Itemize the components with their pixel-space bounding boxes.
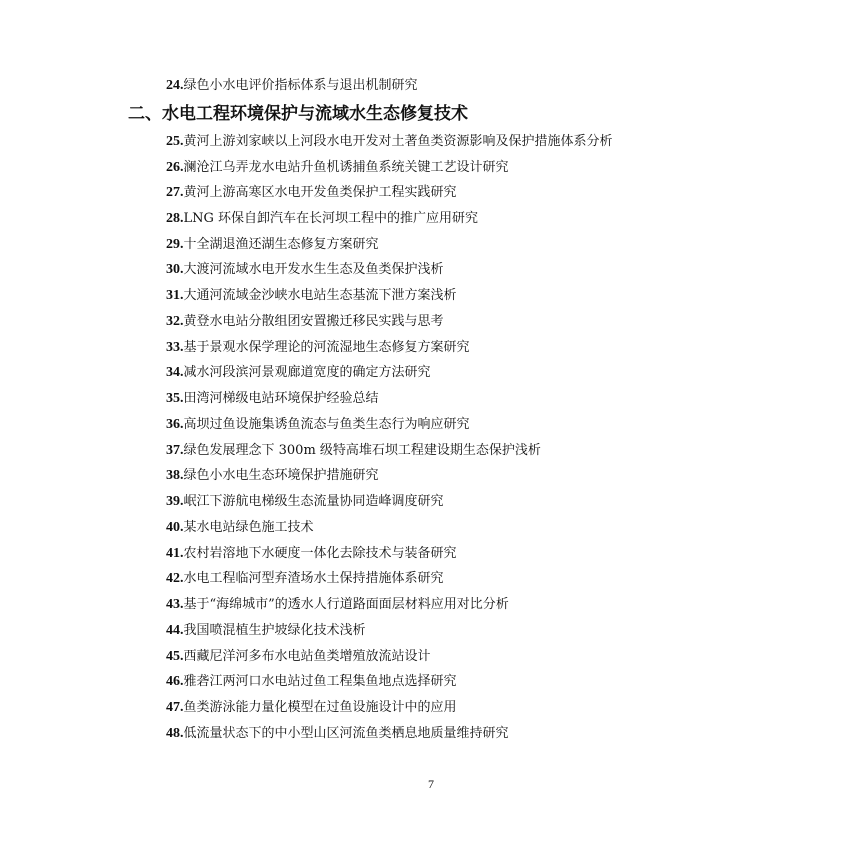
list-item [166,623,366,639]
item-number: 24. [166,78,184,93]
item-title: 雅砻江两河口水电站过鱼工程集鱼地点选择研究 [183,674,457,689]
list-item [166,211,478,227]
list-item [166,649,431,665]
list-item [166,700,457,716]
list-item [166,417,470,433]
item-title: 基于“海绵城市”的透水人行道路面面层材料应用对比分析 [183,597,509,612]
item-number: 26. [166,160,184,175]
item-number: 43. [166,597,184,612]
list-item [166,340,470,356]
list-item [166,365,431,381]
item-title: 我国喷混植生护坡绿化技术浅析 [183,623,366,638]
item-title: 岷江下游航电梯级生态流量协同造峰调度研究 [183,494,444,509]
item-number: 27. [166,185,184,200]
item-number: 44. [166,623,184,638]
item-title: 减水河段滨河景观廊道宽度的确定方法研究 [183,365,431,380]
item-title: 大通河流域金沙峡水电站生态基流下泄方案浅析 [183,288,457,303]
item-title: 高坝过鱼设施集诱鱼流态与鱼类生态行为响应研究 [183,417,470,432]
item-title: LNG 环保自卸汽车在长河坝工程中的推广应用研究 [183,211,479,226]
item-number: 36. [166,417,184,432]
item-title: 黄河上游高寒区水电开发鱼类保护工程实践研究 [183,185,457,200]
item-number: 32. [166,314,184,329]
list-item [166,237,379,253]
item-number: 34. [166,365,184,380]
item-title: 鱼类游泳能力量化模型在过鱼设施设计中的应用 [183,700,457,715]
item-number: 42. [166,571,184,586]
section-heading: 二、水电工程环境保护与流域水生态修复技术 [128,104,468,124]
list-item [166,571,444,587]
item-title: 绿色小水电评价指标体系与退出机制研究 [183,78,418,93]
item-number: 28. [166,211,184,226]
item-title: 水电工程临河型弃渣场水土保持措施体系研究 [183,571,444,586]
item-title: 黄河上游刘家峡以上河段水电开发对土著鱼类资源影响及保护措施体系分析 [183,134,613,149]
list-item [166,160,509,176]
item-title: 田湾河梯级电站环境保护经验总结 [183,391,379,406]
list-item [166,520,314,536]
item-number: 46. [166,674,184,689]
item-title: 绿色发展理念下 300m 级特高堆石坝工程建设期生态保护浅析 [183,443,541,458]
item-number: 29. [166,237,184,252]
item-number: 35. [166,391,184,406]
item-number: 48. [166,726,184,741]
list-item [166,726,509,742]
list-item [166,494,444,510]
item-title: 十全湖退渔还湖生态修复方案研究 [183,237,379,252]
item-number: 45. [166,649,184,664]
list-item [166,391,379,407]
list-item [166,314,444,330]
list-item [166,674,457,690]
item-title: 某水电站绿色施工技术 [183,520,314,535]
page-number: 7 [428,777,434,791]
item-title: 西藏尼洋河多布水电站鱼类增殖放流站设计 [183,649,431,664]
item-number: 41. [166,546,184,561]
list-item [166,134,613,150]
item-number: 33. [166,340,184,355]
list-item [166,443,541,459]
item-title: 绿色小水电生态环境保护措施研究 [183,468,379,483]
list-item [166,78,418,94]
item-number: 25. [166,134,184,149]
item-title: 基于景观水保学理论的河流湿地生态修复方案研究 [183,340,470,355]
list-item [166,597,509,613]
item-number: 30. [166,262,184,277]
item-title: 澜沧江乌弄龙水电站升鱼机诱捕鱼系统关键工艺设计研究 [183,160,509,175]
item-title: 低流量状态下的中小型山区河流鱼类栖息地质量维持研究 [183,726,509,741]
list-item [166,185,457,201]
list-item [166,468,379,484]
item-number: 39. [166,494,184,509]
list-item [166,262,444,278]
item-number: 38. [166,468,184,483]
item-title: 黄登水电站分散组团安置搬迁移民实践与思考 [183,314,444,329]
item-number: 47. [166,700,184,715]
item-number: 31. [166,288,184,303]
item-title: 大渡河流域水电开发水生生态及鱼类保护浅析 [183,262,444,277]
item-title: 农村岩溶地下水硬度一体化去除技术与装备研究 [183,546,457,561]
list-item [166,288,457,304]
item-number: 37. [166,443,184,458]
list-item [166,546,457,562]
item-number: 40. [166,520,184,535]
